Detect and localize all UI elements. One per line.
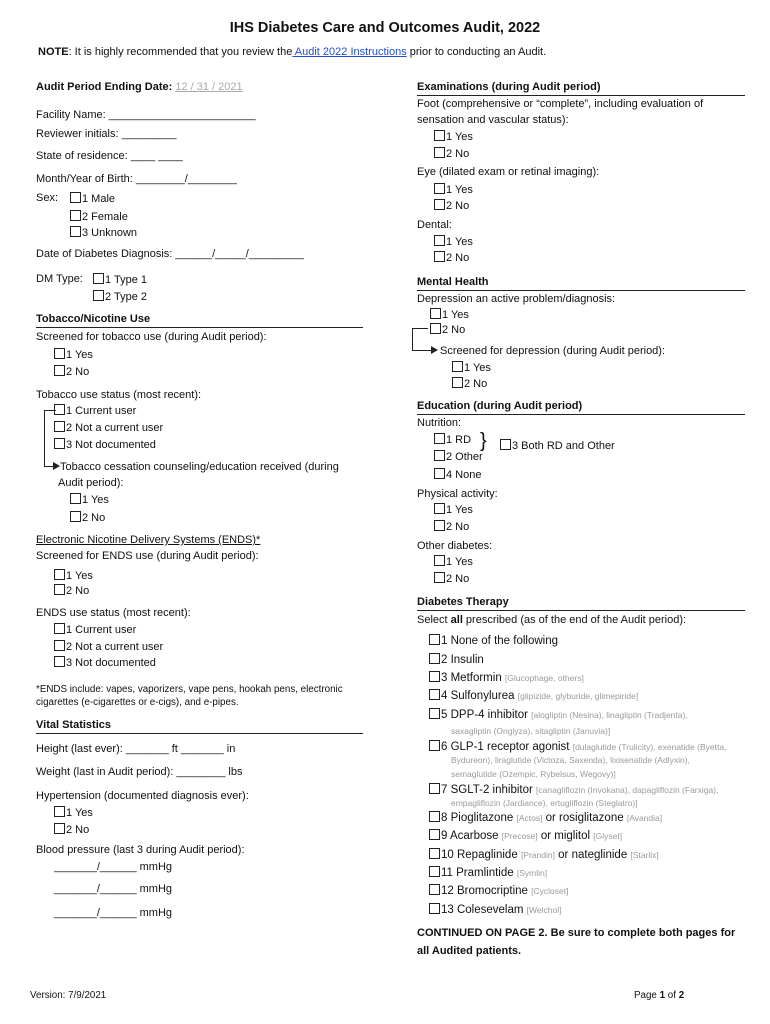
- foot-option[interactable]: 1 Yes: [434, 130, 473, 143]
- tobacco-heading: Tobacco/Nicotine Use: [36, 313, 151, 325]
- sex-option[interactable]: 3 Unknown: [70, 226, 137, 239]
- ends-status-option[interactable]: 1 Current user: [54, 623, 136, 636]
- cessation-option[interactable]: 2 No: [70, 511, 105, 524]
- depression-question: Depression an active problem/diagnosis:: [417, 293, 616, 305]
- divider: [36, 733, 363, 734]
- therapy-option[interactable]: 4 Sulfonylurea [glipizide, glyburide, glimepiride]: [429, 689, 638, 702]
- divider: [417, 414, 745, 415]
- instructions-note: NOTE: It is highly recommended that you review the Audit 2022 Instructions prior to conducting an Audit.: [38, 46, 547, 58]
- ends-heading: Electronic Nicotine Delivery Systems (ENDS)*: [36, 534, 261, 546]
- bp-field[interactable]: _______/______ mmHg: [54, 861, 173, 873]
- eye-option[interactable]: 1 Yes: [434, 183, 473, 196]
- physical-option[interactable]: 2 No: [434, 520, 469, 533]
- version-label: Version: 7/9/2021: [30, 990, 107, 1001]
- bp-field[interactable]: _______/______ mmHg: [54, 907, 173, 919]
- brace-icon: }: [480, 430, 487, 452]
- tobacco-screened-question: Screened for tobacco use (during Audit period):: [36, 331, 267, 343]
- dm-type-label: DM Type:: [36, 273, 83, 285]
- sex-option[interactable]: 1 Male: [70, 192, 115, 205]
- therapy-option[interactable]: 6 GLP-1 receptor agonist [dulaglutide (Trulicity), exenatide (Byetta,: [429, 740, 726, 753]
- divider: [417, 290, 745, 291]
- depression-screened-option[interactable]: 2 No: [452, 377, 487, 390]
- therapy-heading: Diabetes Therapy: [417, 596, 509, 608]
- depression-option[interactable]: 2 No: [430, 323, 465, 336]
- therapy-option[interactable]: 9 Acarbose [Precose] or miglitol [Glyset]: [429, 829, 622, 842]
- physical-option[interactable]: 1 Yes: [434, 503, 473, 516]
- hypertension-question: Hypertension (documented diagnosis ever):: [36, 790, 249, 802]
- foot-question-cont: sensation and vascular status):: [417, 114, 569, 126]
- ends-status-option[interactable]: 3 Not documented: [54, 656, 156, 669]
- nutrition-question: Nutrition:: [417, 417, 462, 429]
- continued-notice: CONTINUED ON PAGE 2. Be sure to complete both pages for: [417, 927, 736, 939]
- branch-arrow-line: [412, 350, 432, 351]
- other-diabetes-option[interactable]: 1 Yes: [434, 555, 473, 568]
- nutrition-option[interactable]: 4 None: [434, 468, 481, 481]
- therapy-option[interactable]: 5 DPP-4 inhibitor [alogliptin (Nesina), linagliptin (Tradjenta),: [429, 708, 688, 721]
- page-number: Page 1 of 2: [634, 990, 685, 1001]
- ends-screened-option[interactable]: 1 Yes: [54, 569, 93, 582]
- therapy-option[interactable]: 8 Pioglitazone [Actos] or rosiglitazone [Avandia]: [429, 811, 662, 824]
- tobacco-screened-option[interactable]: 2 No: [54, 365, 89, 378]
- tobacco-status-option[interactable]: 3 Not documented: [54, 438, 156, 451]
- cessation-question: Tobacco cessation counseling/education received (during: [60, 461, 339, 473]
- other-diabetes-question: Other diabetes:: [417, 540, 493, 552]
- instructions-link[interactable]: Audit 2022 Instructions: [292, 46, 407, 58]
- hypertension-option[interactable]: 2 No: [54, 823, 89, 836]
- dental-option[interactable]: 1 Yes: [434, 235, 473, 248]
- audit-period-label: Audit Period Ending Date: 12 / 31 / 2021: [36, 81, 243, 93]
- reviewer-field[interactable]: Reviewer initials: _________: [36, 128, 177, 140]
- dm-type-option[interactable]: 1 Type 1: [93, 273, 147, 286]
- therapy-option[interactable]: 2 Insulin: [429, 653, 484, 666]
- ends-screened-question: Screened for ENDS use (during Audit period):: [36, 550, 259, 562]
- dm-type-option[interactable]: 2 Type 2: [93, 290, 147, 303]
- mental-heading: Mental Health: [417, 276, 489, 288]
- dob-field[interactable]: Month/Year of Birth: ________/________: [36, 173, 237, 185]
- bp-field[interactable]: _______/______ mmHg: [54, 883, 173, 895]
- therapy-option[interactable]: 11 Pramlintide [Symlin]: [429, 866, 547, 879]
- nutrition-option[interactable]: 1 RD: [434, 433, 471, 446]
- page-title: IHS Diabetes Care and Outcomes Audit, 2022: [229, 20, 541, 36]
- divider: [417, 610, 745, 611]
- branch-arrow-icon: [431, 346, 438, 354]
- other-diabetes-option[interactable]: 2 No: [434, 572, 469, 585]
- cessation-question-cont: Audit period):: [58, 477, 124, 489]
- branch-arrow-icon: [53, 462, 60, 470]
- nutrition-option[interactable]: 2 Other: [434, 450, 483, 463]
- therapy-option[interactable]: 7 SGLT-2 inhibitor [canagliflozin (Invokana), dapagliflozin (Farxiga),: [429, 783, 718, 796]
- tobacco-status-option[interactable]: 2 Not a current user: [54, 421, 163, 434]
- ends-screened-option[interactable]: 2 No: [54, 584, 89, 597]
- depression-screened-option[interactable]: 1 Yes: [452, 361, 491, 374]
- exam-heading: Examinations (during Audit period): [417, 81, 601, 93]
- continued-notice-cont: all Audited patients.: [417, 945, 522, 957]
- cessation-option[interactable]: 1 Yes: [70, 493, 109, 506]
- eye-question: Eye (dilated exam or retinal imaging):: [417, 166, 600, 178]
- eye-option[interactable]: 2 No: [434, 199, 469, 212]
- weight-field[interactable]: Weight (last in Audit period): ________ lbs: [36, 766, 243, 778]
- branch-arrow-line: [412, 328, 413, 351]
- facility-field[interactable]: Facility Name: ________________________: [36, 109, 256, 121]
- diagnosis-date-field[interactable]: Date of Diabetes Diagnosis: ______/_____/_________: [36, 248, 304, 260]
- tobacco-status-question: Tobacco use status (most recent):: [36, 389, 202, 401]
- therapy-option-note: semaglutide (Ozempic, Rybelsus, Wegovy)]: [451, 769, 616, 779]
- depression-screened-question: Screened for depression (during Audit period):: [440, 345, 666, 357]
- branch-arrow-line: [44, 410, 45, 467]
- therapy-option[interactable]: 10 Repaglinide [Prandin] or nateglinide [Starlix]: [429, 848, 659, 861]
- therapy-option[interactable]: 12 Bromocriptine [Cycloset]: [429, 884, 568, 897]
- depression-option[interactable]: 1 Yes: [430, 308, 469, 321]
- sex-option[interactable]: 2 Female: [70, 210, 128, 223]
- hypertension-option[interactable]: 1 Yes: [54, 806, 93, 819]
- ends-footnote: *ENDS include: vapes, vaporizers, vape pens, hookah pens, electronic: [36, 684, 343, 695]
- therapy-option[interactable]: 3 Metformin [Glucophage, others]: [429, 671, 584, 684]
- dental-option[interactable]: 2 No: [434, 251, 469, 264]
- dental-question: Dental:: [417, 219, 452, 231]
- ends-footnote-cont: cigarettes (e-cigarettes or e-cigs), and e-pipes.: [36, 697, 239, 708]
- education-heading: Education (during Audit period): [417, 400, 583, 412]
- nutrition-option[interactable]: 3 Both RD and Other: [500, 439, 615, 452]
- therapy-option[interactable]: 1 None of the following: [429, 634, 558, 647]
- foot-question: Foot (comprehensive or “complete”, including evaluation of: [417, 98, 704, 110]
- therapy-option[interactable]: 13 Colesevelam [Welchol]: [429, 903, 561, 916]
- physical-question: Physical activity:: [417, 488, 498, 500]
- therapy-option-note: saxagliptin (Onglyza), sitagliptin (Januvia)]: [451, 726, 611, 736]
- audit-period-value[interactable]: 12 / 31 / 2021: [175, 81, 243, 93]
- bp-label: Blood pressure (last 3 during Audit period):: [36, 844, 245, 856]
- height-field[interactable]: Height (last ever): _______ ft _______ in: [36, 743, 236, 755]
- therapy-option-note: Bydureon), liraglutide (Victoza, Saxenda), lixisenatide (Adlyxin),: [451, 755, 690, 765]
- tobacco-screened-option[interactable]: 1 Yes: [54, 348, 93, 361]
- ends-status-question: ENDS use status (most recent):: [36, 607, 191, 619]
- divider: [36, 327, 363, 328]
- branch-arrow-line: [412, 328, 428, 329]
- state-field[interactable]: State of residence: ____ ____: [36, 150, 183, 162]
- foot-option[interactable]: 2 No: [434, 147, 469, 160]
- vital-heading: Vital Statistics: [36, 719, 111, 731]
- ends-status-option[interactable]: 2 Not a current user: [54, 640, 163, 653]
- therapy-option-note: empagliflozin (Jardiance), ertugliflozin (Steglatro)]: [451, 798, 638, 808]
- sex-label: Sex:: [36, 192, 59, 204]
- therapy-instruction: Select all prescribed (as of the end of the Audit period):: [417, 614, 687, 626]
- divider: [417, 95, 745, 96]
- tobacco-status-option[interactable]: 1 Current user: [54, 404, 136, 417]
